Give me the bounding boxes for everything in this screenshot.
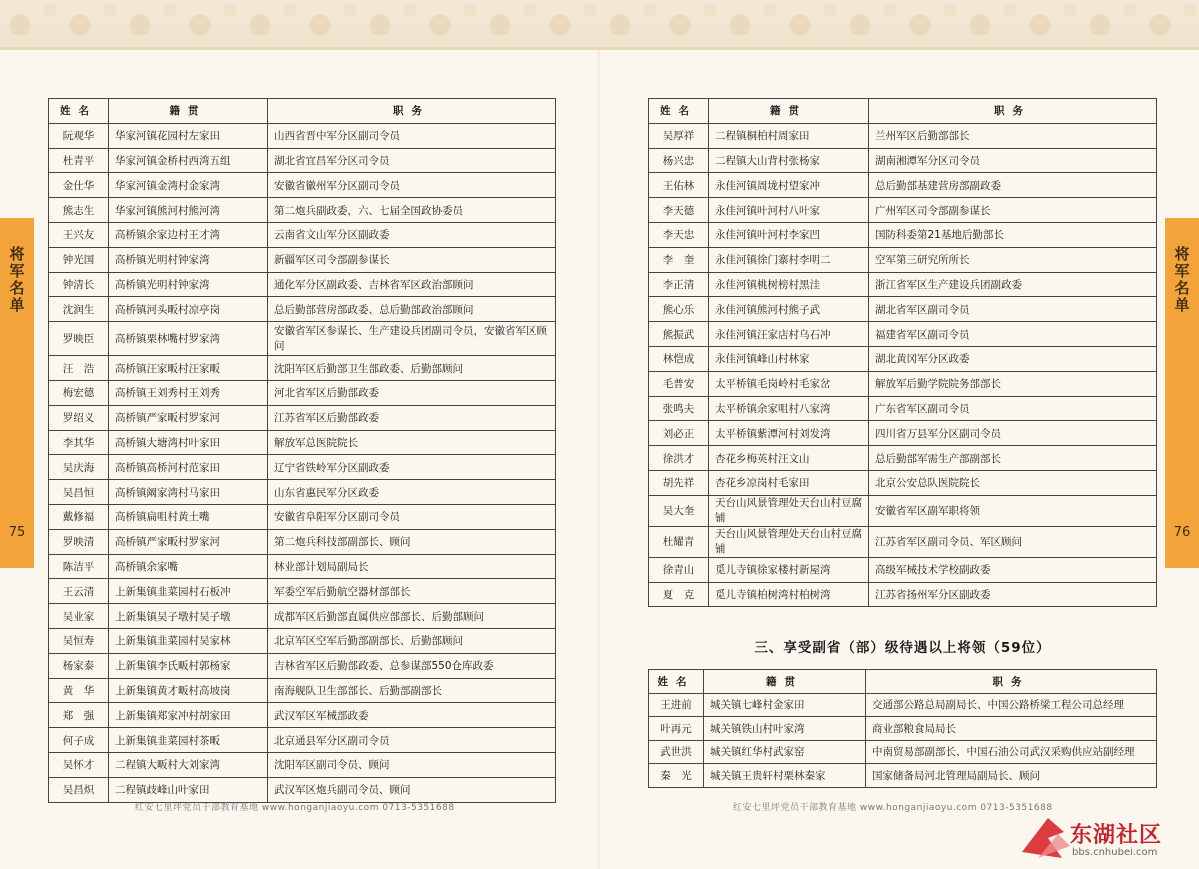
origin-cell: 二程镇大畈村大刘家湾	[109, 752, 268, 777]
origin-cell: 上新集镇韭菜园村茶畈	[109, 728, 268, 753]
table-row	[649, 582, 1157, 607]
generals-table-left	[48, 98, 556, 803]
origin-cell: 华家河镇熊河村熊河湾	[109, 198, 268, 223]
header-position: 职务	[268, 99, 556, 124]
vice-minister-table	[648, 669, 1157, 788]
table-row	[649, 173, 1157, 198]
name-cell: 杨兴忠	[649, 148, 709, 173]
origin-cell: 城关镇王贵轩村栗林秦家	[704, 764, 866, 788]
position-cell: 新疆军区司令部副参谋长	[268, 247, 556, 272]
book-spine	[598, 50, 600, 869]
name-cell: 熊振武	[649, 322, 709, 347]
table-row	[649, 123, 1157, 148]
position-cell: 四川省万县军分区副司令员	[869, 421, 1157, 446]
origin-cell: 永佳河镇汪家店村乌石冲	[709, 322, 869, 347]
watermark-brand: 东湖社区	[1070, 823, 1163, 848]
origin-cell: 华家河镇花园村左家田	[109, 123, 268, 148]
name-cell: 吴业家	[49, 604, 109, 629]
name-cell: 熊志生	[49, 198, 109, 223]
origin-cell: 高桥镇严家畈村罗家河	[109, 405, 268, 430]
name-cell: 王佑林	[649, 173, 709, 198]
table-row	[49, 380, 556, 405]
table-row	[649, 740, 1157, 764]
origin-cell: 永佳河镇周垅村望家冲	[709, 173, 869, 198]
table-row	[649, 371, 1157, 396]
table-row	[49, 480, 556, 505]
table-row	[49, 678, 556, 703]
name-cell: 金仕华	[49, 173, 109, 198]
name-cell: 吴庆海	[49, 455, 109, 480]
origin-cell: 永佳河镇峰山村林家	[709, 346, 869, 371]
name-cell: 戴修福	[49, 504, 109, 529]
name-cell: 徐青山	[649, 557, 709, 582]
table-row	[49, 653, 556, 678]
position-cell: 湖南湘潭军分区司令员	[869, 148, 1157, 173]
name-cell: 夏 克	[649, 582, 709, 607]
table-row	[49, 579, 556, 604]
name-cell: 杜青平	[49, 148, 109, 173]
table-row	[49, 504, 556, 529]
name-cell: 罗映清	[49, 529, 109, 554]
origin-cell: 二程镇大山背村张杨家	[709, 148, 869, 173]
header-origin: 籍贯	[709, 99, 869, 124]
position-cell: 解放军总医院院长	[268, 430, 556, 455]
table-row	[649, 495, 1157, 526]
position-cell: 辽宁省铁岭军分区副政委	[268, 455, 556, 480]
side-tab-right	[1165, 218, 1199, 568]
header-name: 姓名	[49, 99, 109, 124]
table-row	[649, 526, 1157, 557]
table-row	[649, 247, 1157, 272]
position-cell: 兰州军区后勤部部长	[869, 123, 1157, 148]
position-cell: 总后勤部基建营房部副政委	[869, 173, 1157, 198]
position-cell: 沈阳军区副司令员、顾问	[268, 752, 556, 777]
position-cell: 北京军区空军后勤部副部长、后勤部顾问	[268, 628, 556, 653]
position-cell: 中南贸易部副部长、中国石油公司武汉采购供应站副经理	[866, 740, 1157, 764]
position-cell: 浙江省军区生产建设兵团副政委	[869, 272, 1157, 297]
table-row	[649, 322, 1157, 347]
origin-cell: 觅儿寺镇徐家楼村新屋湾	[709, 557, 869, 582]
position-cell: 广东省军区副司令员	[869, 396, 1157, 421]
name-cell: 吴厚祥	[649, 123, 709, 148]
origin-cell: 上新集镇韭菜园村吴家林	[109, 628, 268, 653]
table-row	[649, 198, 1157, 223]
name-cell: 吴恒寿	[49, 628, 109, 653]
name-cell: 罗绍义	[49, 405, 109, 430]
position-cell: 吉林省军区后勤部政委、总参谋部550仓库政委	[268, 653, 556, 678]
page-number-left: 75	[8, 525, 26, 540]
position-cell: 高级军械技术学校副政委	[869, 557, 1157, 582]
name-cell: 王进前	[649, 693, 704, 717]
name-cell: 钟光国	[49, 247, 109, 272]
origin-cell: 太平桥镇余家咀村八家湾	[709, 396, 869, 421]
origin-cell: 二程镇歧峰山叶家田	[109, 777, 268, 802]
name-cell: 吴昌恒	[49, 480, 109, 505]
table-row	[49, 430, 556, 455]
table-row	[49, 247, 556, 272]
name-cell: 吴大奎	[649, 495, 709, 526]
table-row	[49, 728, 556, 753]
position-cell: 国家储备局河北管理局副局长、顾问	[866, 764, 1157, 788]
origin-cell: 上新集镇吴子墩村吴子墩	[109, 604, 268, 629]
name-cell: 阮观华	[49, 123, 109, 148]
origin-cell: 高桥镇王刘秀村王刘秀	[109, 380, 268, 405]
name-cell: 沈润生	[49, 297, 109, 322]
footer-left: 红安七里坪党员干部教育基地 www.honganjiaoyu.com 0713-5351688	[135, 803, 455, 813]
origin-cell: 华家河镇金湾村金家湾	[109, 173, 268, 198]
origin-cell: 上新集镇李氏畈村郭杨家	[109, 653, 268, 678]
header-name: 姓名	[649, 670, 704, 694]
table-row	[49, 554, 556, 579]
origin-cell: 天台山风景管理处天台山村豆腐铺	[709, 495, 869, 526]
position-cell: 江苏省军区副司令员、军区顾问	[869, 526, 1157, 557]
name-cell: 王兴友	[49, 222, 109, 247]
position-cell: 湖北省宜昌军分区司令员	[268, 148, 556, 173]
table-row	[49, 703, 556, 728]
position-cell: 广州军区司令部副参谋长	[869, 198, 1157, 223]
table-row	[49, 173, 556, 198]
header-name: 姓名	[649, 99, 709, 124]
origin-cell: 高桥镇汪家畈村汪家畈	[109, 356, 268, 381]
position-cell: 第二炮兵科技部副部长、顾问	[268, 529, 556, 554]
origin-cell: 永佳河镇熊河村熊子武	[709, 297, 869, 322]
position-cell: 总后勤部军需生产部副部长	[869, 446, 1157, 471]
table-row	[49, 604, 556, 629]
position-cell: 国防科委第21基地后勤部长	[869, 222, 1157, 247]
name-cell: 罗映臣	[49, 322, 109, 356]
position-cell: 北京公安总队医院院长	[869, 470, 1157, 495]
table-row	[49, 272, 556, 297]
table-row	[649, 396, 1157, 421]
position-cell: 安徽省军区副军职将领	[869, 495, 1157, 526]
position-cell: 南海舰队卫生部部长、后勤部副部长	[268, 678, 556, 703]
origin-cell: 上新集镇黄才畈村高坡岗	[109, 678, 268, 703]
table-row	[49, 322, 556, 356]
name-cell: 李天德	[649, 198, 709, 223]
name-cell: 何子成	[49, 728, 109, 753]
origin-cell: 高桥镇扁咀村黄土嘴	[109, 504, 268, 529]
name-cell: 黄 华	[49, 678, 109, 703]
position-cell: 云南省文山军分区副政委	[268, 222, 556, 247]
table-row	[649, 446, 1157, 471]
name-cell: 毛普安	[649, 371, 709, 396]
name-cell: 吴怀才	[49, 752, 109, 777]
position-cell: 军委空军后勤航空器材部部长	[268, 579, 556, 604]
table-row	[649, 272, 1157, 297]
table-row	[49, 777, 556, 802]
origin-cell: 高桥镇大塘湾村叶家田	[109, 430, 268, 455]
name-cell: 李 奎	[649, 247, 709, 272]
origin-cell: 上新集镇郑家冲村胡家田	[109, 703, 268, 728]
table-row	[49, 297, 556, 322]
position-cell: 安徽省军区参谋长、生产建设兵团副司令员，安徽省军区顾问	[268, 322, 556, 356]
position-cell: 成都军区后勤部直属供应部部长、后勤部顾问	[268, 604, 556, 629]
origin-cell: 高桥镇余家嘴	[109, 554, 268, 579]
origin-cell: 永佳河镇叶河村李家凹	[709, 222, 869, 247]
position-cell: 北京通县军分区副司令员	[268, 728, 556, 753]
position-cell: 武汉军区炮兵副司令员、顾问	[268, 777, 556, 802]
generals-table-right	[648, 98, 1157, 607]
origin-cell: 天台山风景管理处天台山村豆腐铺	[709, 526, 869, 557]
table-row	[649, 297, 1157, 322]
table-row	[649, 470, 1157, 495]
origin-cell: 太平桥镇紫潭河村刘发湾	[709, 421, 869, 446]
table-row	[49, 628, 556, 653]
position-cell: 解放军后勤学院院务部部长	[869, 371, 1157, 396]
position-cell: 山西省晋中军分区副司令员	[268, 123, 556, 148]
name-cell: 汪 浩	[49, 356, 109, 381]
page-number-right: 76	[1173, 525, 1191, 540]
position-cell: 空军第三研究所所长	[869, 247, 1157, 272]
table-row	[649, 764, 1157, 788]
name-cell: 秦 光	[649, 764, 704, 788]
table-row	[49, 123, 556, 148]
table-row	[649, 222, 1157, 247]
origin-cell: 永佳河镇桃树榜村黑洼	[709, 272, 869, 297]
name-cell: 钟清长	[49, 272, 109, 297]
origin-cell: 觅儿寺镇柏树湾村柏树湾	[709, 582, 869, 607]
position-cell: 总后勤部营房部政委、总后勤部政治部顾问	[268, 297, 556, 322]
name-cell: 杨家泰	[49, 653, 109, 678]
position-cell: 通化军分区副政委、吉林省军区政治部顾问	[268, 272, 556, 297]
position-cell: 江苏省军区后勤部政委	[268, 405, 556, 430]
table-row	[649, 717, 1157, 741]
position-cell: 山东省惠民军分区政委	[268, 480, 556, 505]
name-cell: 李正清	[649, 272, 709, 297]
origin-cell: 高桥镇阚家湾村马家田	[109, 480, 268, 505]
table-row	[49, 529, 556, 554]
name-cell: 陈洁平	[49, 554, 109, 579]
name-cell: 武世洪	[649, 740, 704, 764]
position-cell: 商业部粮食局局长	[866, 717, 1157, 741]
side-label-left: 将军名单	[7, 246, 26, 314]
name-cell: 李其华	[49, 430, 109, 455]
side-tab-left	[0, 218, 34, 568]
position-cell: 江苏省扬州军分区副政委	[869, 582, 1157, 607]
origin-cell: 杏花乡梅英村汪文山	[709, 446, 869, 471]
position-cell: 第二炮兵副政委，六、七届全国政协委员	[268, 198, 556, 223]
table-row	[49, 405, 556, 430]
table-row	[49, 455, 556, 480]
origin-cell: 高桥镇余家边村王才湾	[109, 222, 268, 247]
origin-cell: 城关镇铁山村叶家湾	[704, 717, 866, 741]
position-cell: 交通部公路总局副局长、中国公路桥梁工程公司总经理	[866, 693, 1157, 717]
name-cell: 徐洪才	[649, 446, 709, 471]
origin-cell: 城关镇红华村武家窑	[704, 740, 866, 764]
header-position: 职务	[869, 99, 1157, 124]
name-cell: 梅宏德	[49, 380, 109, 405]
origin-cell: 永佳河镇叶河村八叶家	[709, 198, 869, 223]
origin-cell: 高桥镇河头畈村凉亭岗	[109, 297, 268, 322]
table-row	[649, 693, 1157, 717]
table-row	[649, 557, 1157, 582]
name-cell: 王云清	[49, 579, 109, 604]
table-row	[49, 222, 556, 247]
name-cell: 张鸣夫	[649, 396, 709, 421]
position-cell: 湖北省军区副司令员	[869, 297, 1157, 322]
origin-cell: 永佳河镇徐门寨村李明二	[709, 247, 869, 272]
table-row	[49, 148, 556, 173]
origin-cell: 高桥镇栗林嘴村罗家湾	[109, 322, 268, 356]
name-cell: 熊心乐	[649, 297, 709, 322]
position-cell: 安徽省徽州军分区副司令员	[268, 173, 556, 198]
position-cell: 湖北黄冈军分区政委	[869, 346, 1157, 371]
position-cell: 沈阳军区后勤部卫生部政委、后勤部顾问	[268, 356, 556, 381]
name-cell: 吴昌炽	[49, 777, 109, 802]
origin-cell: 上新集镇韭菜园村石板冲	[109, 579, 268, 604]
position-cell: 武汉军区军械部政委	[268, 703, 556, 728]
name-cell: 刘必正	[649, 421, 709, 446]
header-origin: 籍贯	[109, 99, 268, 124]
decorative-top-band	[0, 0, 1199, 50]
table-row	[49, 752, 556, 777]
name-cell: 杜耀青	[649, 526, 709, 557]
header-origin: 籍贯	[704, 670, 866, 694]
origin-cell: 二程镇桐柏村周家田	[709, 123, 869, 148]
table-row	[649, 421, 1157, 446]
table-row	[49, 356, 556, 381]
position-cell: 福建省军区副司令员	[869, 322, 1157, 347]
origin-cell: 高桥镇严家畈村罗家河	[109, 529, 268, 554]
name-cell: 李天忠	[649, 222, 709, 247]
table-row	[649, 346, 1157, 371]
origin-cell: 高桥镇高桥河村范家田	[109, 455, 268, 480]
position-cell: 河北省军区后勤部政委	[268, 380, 556, 405]
section-title: 三、享受副省（部）级待遇以上将领（59位）	[754, 640, 1051, 656]
origin-cell: 高桥镇光明村钟家湾	[109, 247, 268, 272]
origin-cell: 高桥镇光明村钟家湾	[109, 272, 268, 297]
table-row	[49, 198, 556, 223]
position-cell: 林业部计划局副局长	[268, 554, 556, 579]
origin-cell: 城关镇七峰村金家田	[704, 693, 866, 717]
origin-cell: 杏花乡凉岗村毛家田	[709, 470, 869, 495]
position-cell: 安徽省阜阳军分区副司令员	[268, 504, 556, 529]
name-cell: 胡先祥	[649, 470, 709, 495]
origin-cell: 华家河镇金桥村西湾五组	[109, 148, 268, 173]
side-label-right: 将军名单	[1172, 246, 1191, 314]
name-cell: 叶再元	[649, 717, 704, 741]
table-row	[649, 148, 1157, 173]
origin-cell: 太平桥镇毛岗岭村毛家岔	[709, 371, 869, 396]
footer-right: 红安七里坪党员干部教育基地 www.honganjiaoyu.com 0713-5351688	[733, 803, 1053, 813]
name-cell: 林恺成	[649, 346, 709, 371]
header-position: 职务	[866, 670, 1157, 694]
name-cell: 郑 强	[49, 703, 109, 728]
watermark-url: bbs.cnhubei.com	[1072, 847, 1158, 858]
